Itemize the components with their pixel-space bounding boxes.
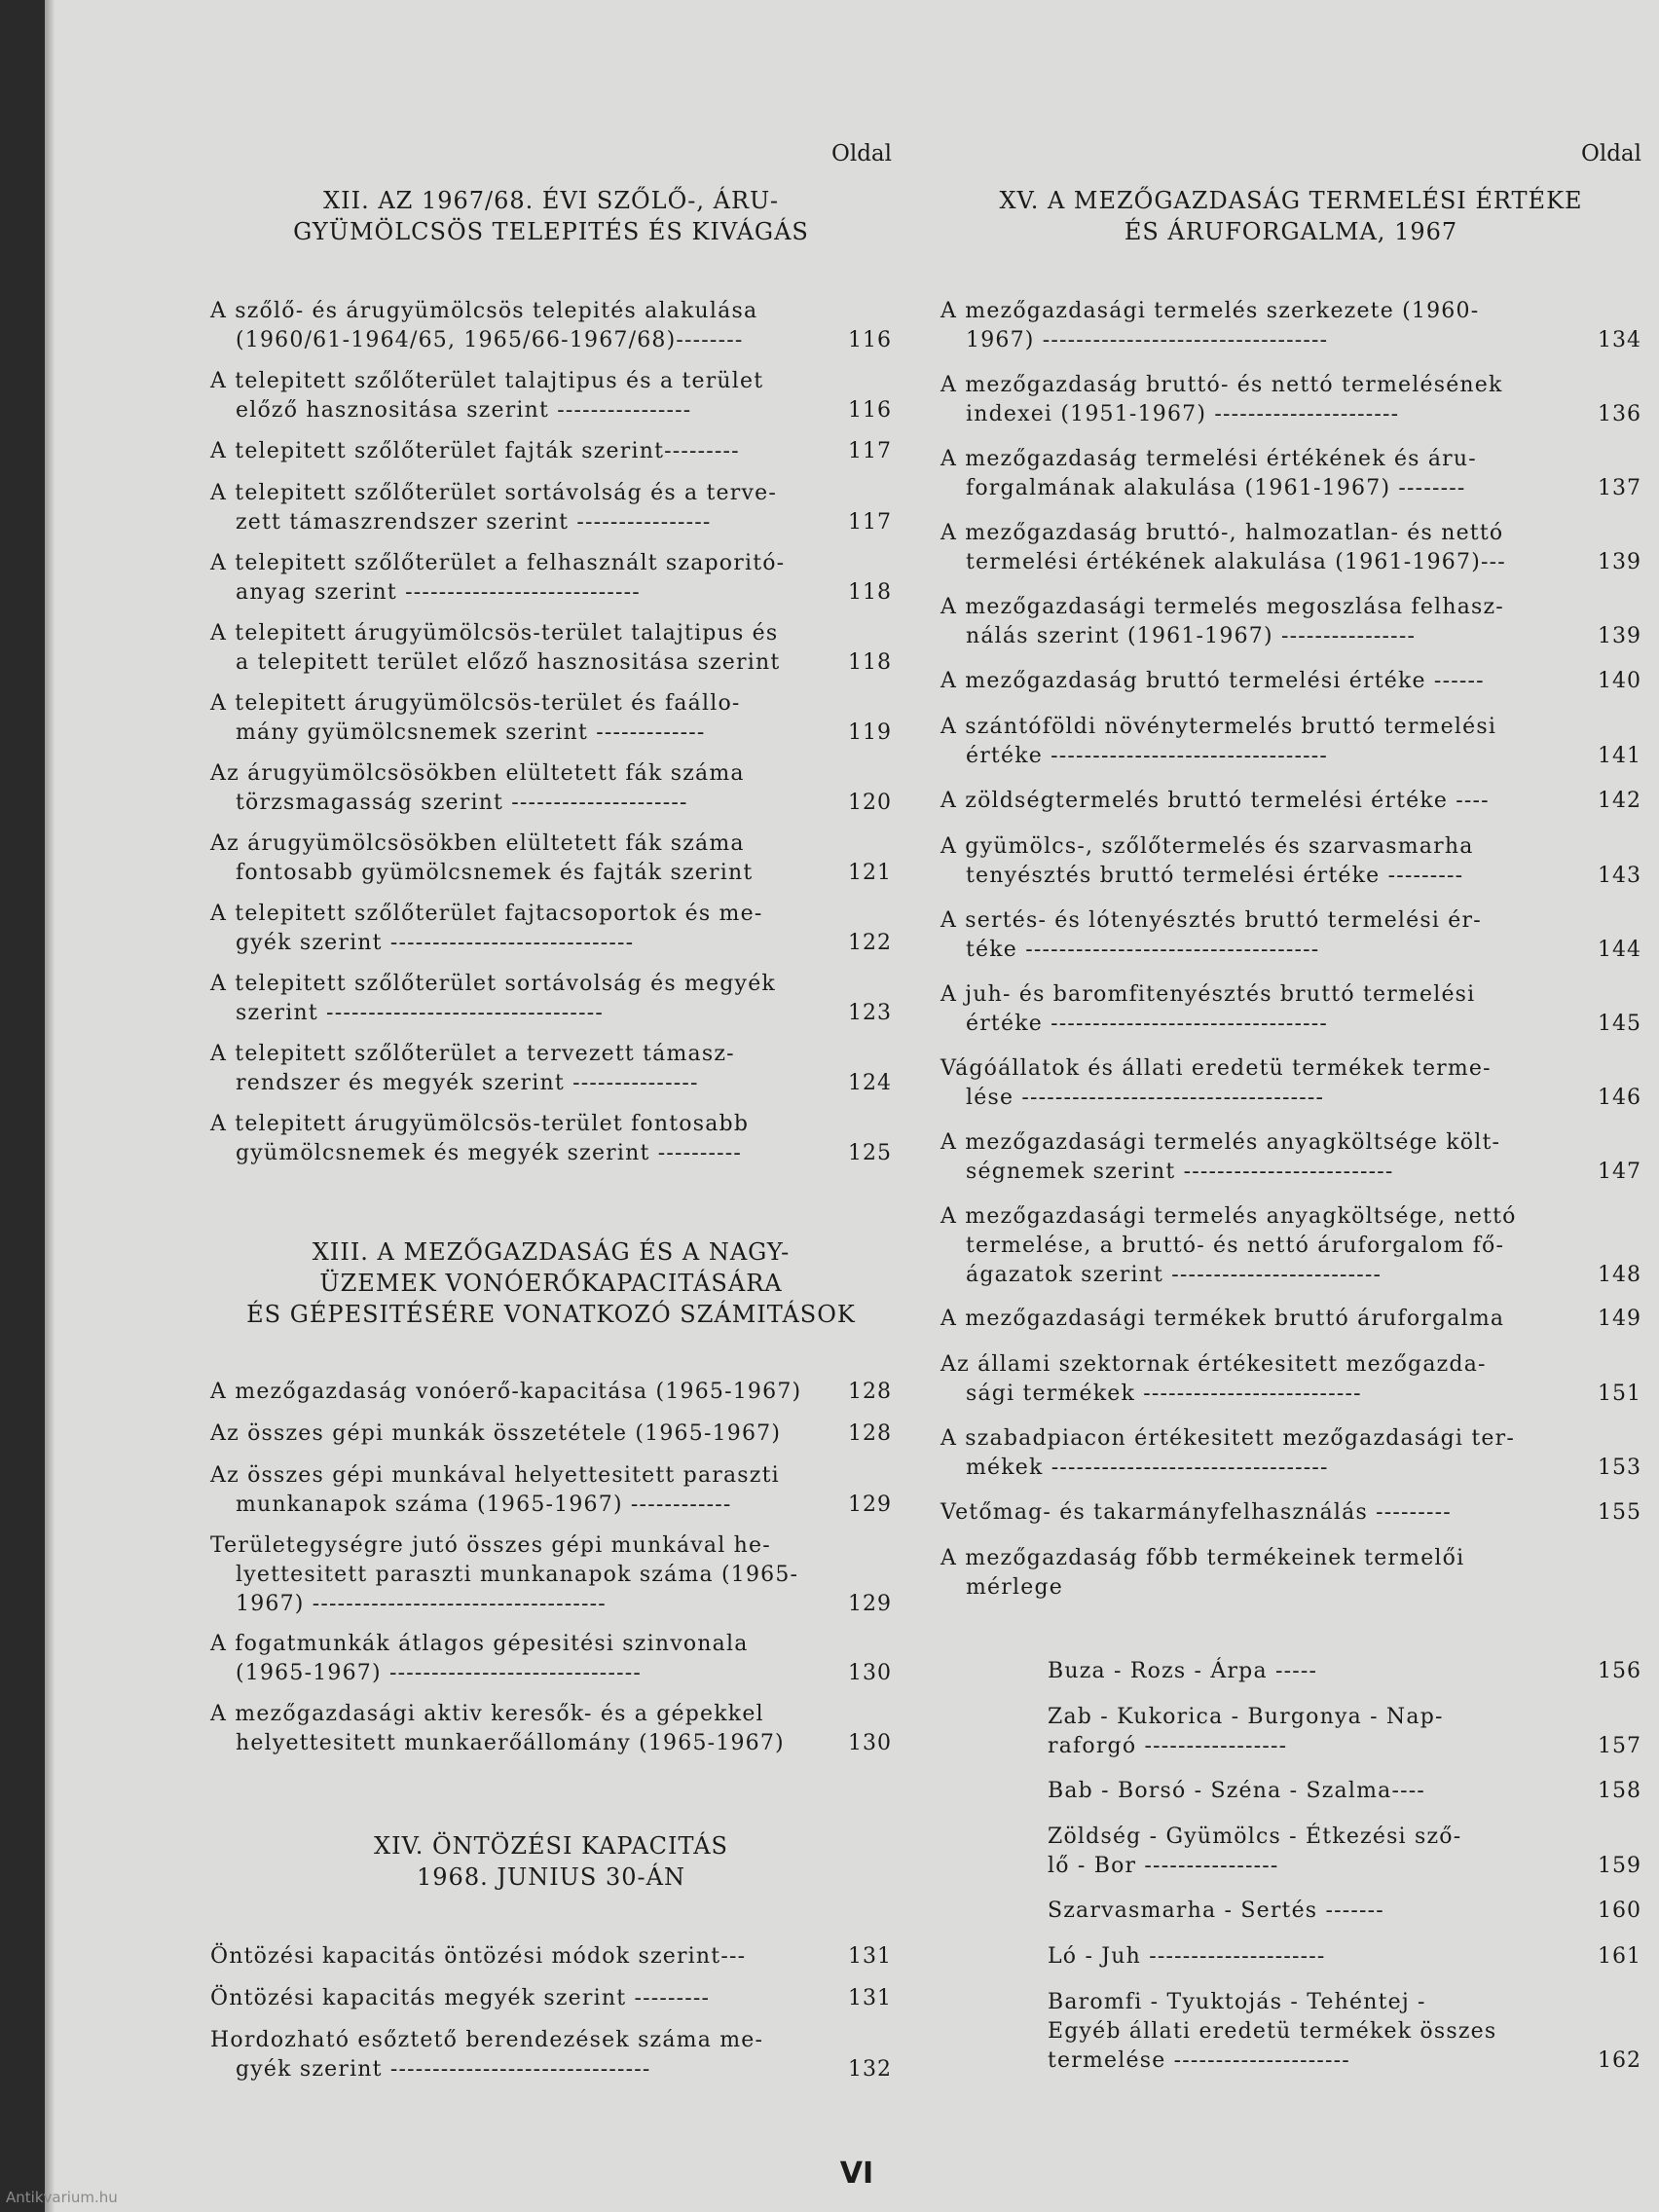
toc-entry bbox=[210, 1531, 892, 1619]
entry-text: A mezőgazdasági termékek bruttó áruforgalma bbox=[940, 1307, 1505, 1331]
entry-text: Területegységre jutó összes gépi munkával he- bbox=[210, 1533, 771, 1558]
toc-entry bbox=[940, 787, 1641, 816]
entry-page-number: 160 bbox=[1598, 1899, 1641, 1923]
entry-text: mérlege bbox=[966, 1575, 1063, 1600]
toc-entry bbox=[210, 437, 892, 466]
toc-entry bbox=[940, 1128, 1641, 1187]
toc-entry bbox=[210, 1942, 892, 1972]
entry-text: ágazatok szerint ------------------------- bbox=[966, 1263, 1382, 1287]
entry-text: A mezőgazdaság bruttó- és nettó termelésének bbox=[940, 373, 1503, 397]
entry-page-number: 153 bbox=[1598, 1456, 1641, 1480]
entry-text: gyék szerint ----------------------------- bbox=[236, 931, 635, 955]
toc-subentry bbox=[940, 1777, 1641, 1806]
entry-text: A telepitett szőlőterület a tervezett támasz- bbox=[210, 1042, 735, 1066]
toc-subentry bbox=[940, 1703, 1641, 1761]
watermark: Antikvarium.hu bbox=[6, 2189, 118, 2206]
entry-text: a telepitett terület előző hasznositása szerint bbox=[236, 650, 781, 675]
entry-text: Az árugyümölcsösökben elültetett fák száma bbox=[210, 831, 745, 856]
entry-text: A mezőgazdaság bruttó termelési értéke ------ bbox=[940, 669, 1485, 693]
entry-page-number: 144 bbox=[1598, 938, 1641, 962]
entry-text: gyümölcsnemek és megyék szerint ---------- bbox=[236, 1141, 743, 1165]
heading-line: ÜZEMEK VONÓERŐKAPACITÁSÁRA bbox=[319, 1270, 783, 1297]
entry-page-number: 140 bbox=[1598, 669, 1641, 693]
toc-entry bbox=[940, 1424, 1641, 1483]
entry-page-number: 116 bbox=[848, 328, 892, 352]
heading-line: XV. A MEZŐGAZDASÁG TERMELÉSI ÉRTÉKE bbox=[999, 187, 1583, 214]
entry-text: forgalmának alakulása (1961-1967) -------- bbox=[966, 476, 1466, 500]
entry-text: ségnemek szerint ------------------------- bbox=[966, 1160, 1394, 1184]
toc-entry bbox=[210, 900, 892, 958]
entry-page-number: 137 bbox=[1598, 476, 1641, 500]
toc-entry bbox=[210, 367, 892, 425]
entry-text: Öntözési kapacitás megyék szerint --------- bbox=[210, 1986, 711, 2010]
entry-page-number: 151 bbox=[1598, 1382, 1641, 1406]
entry-page-number: 132 bbox=[848, 2057, 892, 2082]
entry-page-number: 139 bbox=[1598, 624, 1641, 648]
toc-entry bbox=[210, 759, 892, 818]
entry-text: A telepitett szőlőterület fajták szerint--------- bbox=[210, 439, 740, 463]
toc-entry bbox=[210, 1110, 892, 1168]
entry-text: termelése, a bruttó- és nettó áruforgalom fő- bbox=[966, 1234, 1505, 1258]
entry-text: A mezőgazdasági termelés anyagköltsége, nettó bbox=[940, 1204, 1517, 1229]
entry-page-number: 124 bbox=[848, 1071, 892, 1095]
entry-text: Az árugyümölcsösökben elültetett fák száma bbox=[210, 761, 745, 786]
toc-entry bbox=[210, 970, 892, 1028]
entry-page-number: 123 bbox=[848, 1001, 892, 1025]
toc-entry bbox=[210, 297, 892, 355]
entry-page-number: 147 bbox=[1598, 1160, 1641, 1184]
toc-entry bbox=[940, 980, 1641, 1039]
toc-entry bbox=[940, 593, 1641, 651]
toc-entry bbox=[210, 479, 892, 537]
entry-text: A juh- és baromfitenyésztés bruttó termelési bbox=[940, 982, 1476, 1007]
toc-entry bbox=[940, 1054, 1641, 1113]
entry-text: tenyésztés bruttó termelési értéke --------- bbox=[966, 864, 1464, 888]
entry-text: rendszer és megyék szerint --------------- bbox=[236, 1071, 699, 1095]
entry-text: lyettesitett paraszti munkanapok száma (1965- bbox=[236, 1563, 799, 1587]
toc-entry bbox=[940, 713, 1641, 771]
entry-text: Öntözési kapacitás öntözési módok szerint--- bbox=[210, 1944, 747, 1969]
entry-text: Hordozható esőztető berendezések száma me- bbox=[210, 2028, 764, 2052]
toc-subentry bbox=[940, 1988, 1641, 2076]
heading-line: XIII. A MEZŐGAZDASÁG ÉS A NAGY- bbox=[312, 1238, 791, 1266]
entry-page-number: 122 bbox=[848, 931, 892, 955]
entry-page-number: 159 bbox=[1598, 1854, 1641, 1878]
entry-text: A telepitett árugyümölcsös-terület és faállo- bbox=[210, 691, 741, 716]
toc-entry bbox=[940, 297, 1641, 355]
entry-text: Baromfi - Tyuktojás - Tehéntej - bbox=[1048, 1990, 1426, 2014]
page-edge-shadow bbox=[45, 0, 55, 2212]
toc-entry bbox=[210, 1700, 892, 1758]
entry-text: nálás szerint (1961-1967) ---------------- bbox=[966, 624, 1417, 648]
toc-entry bbox=[210, 689, 892, 748]
heading-line: ÉS ÁRUFORGALMA, 1967 bbox=[1124, 218, 1458, 245]
entry-text: előző hasznositása szerint ---------------- bbox=[236, 398, 692, 423]
entry-text: gyék szerint ------------------------------- bbox=[236, 2057, 651, 2082]
book-spine bbox=[0, 0, 45, 2212]
toc-subentry bbox=[940, 1823, 1641, 1881]
entry-text: A zöldségtermelés bruttó termelési értéke ---- bbox=[940, 789, 1490, 813]
entry-text: mány gyümölcsnemek szerint ------------- bbox=[236, 720, 706, 745]
entry-page-number: 117 bbox=[848, 510, 892, 535]
entry-text: Az összes gépi munkák összetétele (1965-1967) bbox=[210, 1421, 782, 1446]
toc-entry bbox=[210, 1630, 892, 1688]
toc-entry bbox=[940, 371, 1641, 429]
entry-page-number: 142 bbox=[1598, 789, 1641, 813]
toc-entry bbox=[940, 1544, 1641, 1603]
heading-line: GYÜMÖLCSÖS TELEPITÉS ÉS KIVÁGÁS bbox=[293, 218, 809, 245]
entry-page-number: 156 bbox=[1598, 1659, 1641, 1683]
entry-text: A sertés- és lótenyésztés bruttó termelési ér- bbox=[940, 908, 1482, 933]
entry-text: A telepitett szőlőterület sortávolság és megyék bbox=[210, 972, 776, 996]
entry-text: A gyümölcs-, szőlőtermelés és szarvasmarha bbox=[940, 834, 1474, 859]
entry-text: 1967) ----------------------------------- bbox=[236, 1592, 607, 1616]
entry-text: Buza - Rozs - Árpa ----- bbox=[1048, 1659, 1318, 1683]
entry-text: A telepitett szőlőterület a felhasznált szaporitó- bbox=[210, 551, 786, 575]
entry-text: Az összes gépi munkával helyettesitett paraszti bbox=[210, 1463, 780, 1488]
entry-text: A mezőgazdasági termelés szerkezete (1960- bbox=[940, 299, 1480, 323]
heading-line: XII. AZ 1967/68. ÉVI SZŐLŐ-, ÁRU- bbox=[323, 187, 779, 214]
entry-text: A mezőgazdasági termelés megoszlása felhasz- bbox=[940, 595, 1504, 619]
entry-page-number: 128 bbox=[848, 1380, 892, 1404]
entry-text: Szarvasmarha - Sertés ------- bbox=[1048, 1899, 1384, 1923]
entry-page-number: 117 bbox=[848, 439, 892, 463]
toc-subentry bbox=[940, 1897, 1641, 1926]
entry-text: téke ----------------------------------- bbox=[966, 938, 1320, 962]
entry-page-number: 134 bbox=[1598, 328, 1641, 352]
entry-text: A telepitett szőlőterület talajtipus és a terület bbox=[210, 369, 764, 393]
toc-entry bbox=[940, 832, 1641, 891]
entry-text: A telepitett árugyümölcsös-terület talajtipus és bbox=[210, 621, 779, 645]
entry-text: termelési értékének alakulása (1961-1967)--- bbox=[966, 550, 1506, 574]
entry-text: A fogatmunkák átlagos gépesitési szinvonala bbox=[210, 1632, 749, 1656]
entry-page-number: 148 bbox=[1598, 1263, 1641, 1287]
entry-text: indexei (1951-1967) ---------------------- bbox=[966, 402, 1400, 426]
entry-text: A mezőgazdaság főbb termékeinek termelői bbox=[940, 1546, 1465, 1570]
entry-text: Egyéb állati eredetü termékek összes bbox=[1048, 2019, 1497, 2044]
toc-entry bbox=[940, 1305, 1641, 1334]
toc-entry bbox=[210, 2026, 892, 2084]
entry-text: A telepitett árugyümölcsös-terület fontosabb bbox=[210, 1112, 750, 1136]
heading-line: 1968. JUNIUS 30-ÁN bbox=[417, 1863, 685, 1891]
entry-page-number: 162 bbox=[1598, 2048, 1641, 2073]
entry-page-number: 118 bbox=[848, 650, 892, 675]
entry-text: mékek --------------------------------- bbox=[966, 1456, 1329, 1480]
entry-page-number: 129 bbox=[848, 1493, 892, 1517]
entry-text: helyettesitett munkaerőállomány (1965-1967) bbox=[236, 1731, 785, 1755]
entry-page-number: 141 bbox=[1598, 744, 1641, 768]
entry-text: Zöldség - Gyümölcs - Étkezési sző- bbox=[1048, 1825, 1462, 1849]
entry-page-number: 145 bbox=[1598, 1012, 1641, 1036]
entry-text: anyag szerint ---------------------------- bbox=[236, 580, 641, 605]
entry-text: A mezőgazdasági aktiv keresők- és a gépekkel bbox=[210, 1702, 764, 1726]
entry-text: munkanapok száma (1965-1967) ------------ bbox=[236, 1493, 732, 1517]
heading-line: ÉS GÉPESITÉSÉRE VONATKOZÓ SZÁMITÁSOK bbox=[246, 1301, 856, 1328]
entry-text: A telepitett szőlőterület fajtacsoportok és me- bbox=[210, 902, 763, 926]
entry-text: értéke --------------------------------- bbox=[966, 1012, 1329, 1036]
entry-text: Zab - Kukorica - Burgonya - Nap- bbox=[1048, 1705, 1444, 1729]
entry-text: lése ------------------------------------ bbox=[966, 1086, 1325, 1110]
entry-text: A szántóföldi növénytermelés bruttó termelési bbox=[940, 715, 1497, 739]
entry-page-number: 161 bbox=[1598, 1944, 1641, 1969]
toc-entry bbox=[940, 906, 1641, 965]
entry-page-number: 130 bbox=[848, 1731, 892, 1755]
entry-text: sági termékek -------------------------- bbox=[966, 1382, 1362, 1406]
entry-page-number: 155 bbox=[1598, 1500, 1641, 1525]
toc-entry bbox=[940, 667, 1641, 696]
entry-page-number: 131 bbox=[848, 1986, 892, 2010]
toc-entry bbox=[210, 1040, 892, 1098]
toc-entry bbox=[940, 1498, 1641, 1528]
entry-text: szerint --------------------------------- bbox=[236, 1001, 604, 1025]
section-title-13 bbox=[210, 1236, 892, 1330]
toc-entry bbox=[210, 1378, 892, 1407]
entry-text: Vetőmag- és takarmányfelhasználás --------- bbox=[940, 1500, 1452, 1525]
entry-text: A telepitett szőlőterület sortávolság és a terve- bbox=[210, 481, 777, 505]
entry-text: fontosabb gyümölcsnemek és fajták szerint bbox=[236, 861, 754, 885]
entry-text: A szabadpiacon értékesitett mezőgazdasági ter- bbox=[940, 1426, 1515, 1451]
entry-page-number: 129 bbox=[848, 1592, 892, 1616]
right-page-header: Oldal bbox=[1580, 141, 1641, 166]
section-title-12 bbox=[210, 185, 892, 247]
toc-entry bbox=[940, 1350, 1641, 1409]
entry-text: A mezőgazdaság vonóerő-kapacitása (1965-1967) bbox=[210, 1380, 802, 1404]
left-page-header: Oldal bbox=[830, 141, 892, 166]
entry-text: termelése --------------------- bbox=[1048, 2048, 1350, 2073]
entry-text: Bab - Borsó - Széna - Szalma---- bbox=[1048, 1779, 1425, 1803]
toc-entry bbox=[210, 619, 892, 678]
entry-page-number: 143 bbox=[1598, 864, 1641, 888]
entry-page-number: 125 bbox=[848, 1141, 892, 1165]
entry-page-number: 131 bbox=[848, 1944, 892, 1969]
entry-text: zett támaszrendszer szerint ---------------- bbox=[236, 510, 712, 535]
entry-page-number: 116 bbox=[848, 398, 892, 423]
heading-line: XIV. ÖNTÖZÉSI KAPACITÁS bbox=[374, 1832, 728, 1860]
toc-entry bbox=[940, 1202, 1641, 1290]
document-page bbox=[55, 0, 1659, 2212]
entry-page-number: 118 bbox=[848, 580, 892, 605]
entry-text: lő - Bor ---------------- bbox=[1048, 1854, 1279, 1878]
toc-entry bbox=[940, 519, 1641, 577]
entry-text: A szőlő- és árugyümölcsös telepités alakulása bbox=[210, 299, 758, 323]
entry-page-number: 157 bbox=[1598, 1734, 1641, 1758]
entry-page-number: 130 bbox=[848, 1661, 892, 1685]
toc-entry bbox=[210, 549, 892, 608]
toc-entry bbox=[210, 1984, 892, 2013]
entry-page-number: 149 bbox=[1598, 1307, 1641, 1331]
entry-page-number: 136 bbox=[1598, 402, 1641, 426]
toc-subentry bbox=[940, 1657, 1641, 1686]
page-number-footer: VI bbox=[839, 2157, 874, 2191]
toc-entry bbox=[210, 1419, 892, 1449]
section-title-14 bbox=[210, 1830, 892, 1893]
entry-page-number: 128 bbox=[848, 1421, 892, 1446]
entry-page-number: 121 bbox=[848, 861, 892, 885]
toc-subentry bbox=[940, 1942, 1641, 1972]
entry-text: (1965-1967) ------------------------------ bbox=[236, 1661, 642, 1685]
toc-entry bbox=[210, 1461, 892, 1520]
entry-text: Az állami szektornak értékesitett mezőgazda- bbox=[940, 1352, 1487, 1377]
entry-text: (1960/61-1964/65, 1965/66-1967/68)-------- bbox=[236, 328, 744, 352]
entry-page-number: 120 bbox=[848, 791, 892, 815]
entry-text: raforgó ----------------- bbox=[1048, 1734, 1288, 1758]
section-title-15 bbox=[940, 185, 1641, 247]
entry-text: Vágóállatok és állati eredetü termékek terme- bbox=[940, 1056, 1492, 1081]
entry-text: értéke --------------------------------- bbox=[966, 744, 1329, 768]
toc-entry bbox=[210, 830, 892, 888]
entry-text: A mezőgazdasági termelés anyagköltsége költ- bbox=[940, 1130, 1501, 1155]
entry-text: törzsmagasság szerint --------------------- bbox=[236, 791, 688, 815]
toc-entry bbox=[940, 445, 1641, 503]
entry-page-number: 158 bbox=[1598, 1779, 1641, 1803]
entry-text: A mezőgazdaság termelési értékének és áru- bbox=[940, 447, 1477, 471]
entry-text: 1967) ---------------------------------- bbox=[966, 328, 1329, 352]
entry-page-number: 119 bbox=[848, 720, 892, 745]
entry-page-number: 139 bbox=[1598, 550, 1641, 574]
entry-page-number: 146 bbox=[1598, 1086, 1641, 1110]
entry-text: Ló - Juh --------------------- bbox=[1048, 1944, 1326, 1969]
entry-text: A mezőgazdaság bruttó-, halmozatlan- és nettó bbox=[940, 521, 1504, 545]
